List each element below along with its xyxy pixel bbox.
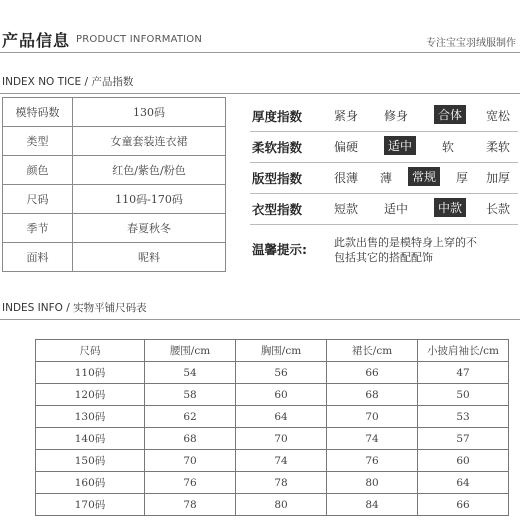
- size-row: [36, 406, 509, 428]
- index-option: 很薄: [334, 171, 359, 185]
- index-option: 柔软: [486, 140, 511, 154]
- size-row: [36, 494, 509, 516]
- size-cell: 64: [418, 472, 509, 494]
- index-option-selected: 中款: [434, 198, 466, 217]
- index-option: 宽松: [486, 109, 511, 123]
- info-row: [3, 185, 226, 214]
- size-cell: 70: [145, 450, 236, 472]
- index-row: [250, 100, 518, 132]
- size-header-row: [36, 340, 509, 362]
- size-cell: 76: [327, 450, 418, 472]
- size-row: [36, 472, 509, 494]
- tip-line-2: 包括其它的搭配配饰: [334, 251, 433, 264]
- index-row: [250, 131, 518, 163]
- info-value: 110码-170码: [73, 185, 226, 214]
- size-header-cell: 裙长/cm: [327, 340, 418, 362]
- size-cell: 47: [418, 362, 509, 384]
- info-row: [3, 98, 226, 127]
- info-value: 女童套装连衣裙: [73, 127, 226, 156]
- page-title: 产品信息: [2, 31, 71, 50]
- page-subtitle: PRODUCT INFORMATION: [76, 34, 203, 45]
- size-cell: 68: [327, 384, 418, 406]
- size-cell: 120码: [36, 384, 145, 406]
- size-row: [36, 428, 509, 450]
- index-option: 软: [442, 140, 455, 154]
- size-section-divider: [0, 319, 520, 320]
- size-cell: 80: [327, 472, 418, 494]
- index-option-selected: 适中: [384, 136, 416, 155]
- index-section-title: INDEX NO TICE / 产品指数: [2, 76, 134, 88]
- tip-line-1: 此款出售的是模特身上穿的不: [334, 236, 477, 249]
- size-header-cell: 胸围/cm: [236, 340, 327, 362]
- size-cell: 160码: [36, 472, 145, 494]
- size-header-cell: 腰围/cm: [145, 340, 236, 362]
- index-label: 柔软指数: [252, 140, 303, 155]
- size-cell: 64: [236, 406, 327, 428]
- index-option: 短款: [334, 202, 359, 216]
- info-key: 颜色: [3, 156, 73, 185]
- info-key: 类型: [3, 127, 73, 156]
- index-option: 修身: [384, 109, 409, 123]
- size-cell: 84: [327, 494, 418, 516]
- info-value: 130码: [73, 98, 226, 127]
- info-row: [3, 156, 226, 185]
- size-cell: 53: [418, 406, 509, 428]
- index-row: [250, 162, 518, 194]
- info-key: 季节: [3, 214, 73, 243]
- index-label: 厚度指数: [252, 109, 303, 124]
- info-key: 模特码数: [3, 98, 73, 127]
- info-value: 呢料: [73, 243, 226, 272]
- info-value: 春夏秋冬: [73, 214, 226, 243]
- size-cell: 70: [236, 428, 327, 450]
- index-option-selected: 合体: [434, 105, 466, 124]
- size-header-cell: 尺码: [36, 340, 145, 362]
- size-cell: 170码: [36, 494, 145, 516]
- size-chart-table: [35, 339, 509, 516]
- size-cell: 58: [145, 384, 236, 406]
- size-cell: 74: [236, 450, 327, 472]
- size-cell: 130码: [36, 406, 145, 428]
- product-info-table: [2, 97, 226, 272]
- size-cell: 54: [145, 362, 236, 384]
- size-row: [36, 450, 509, 472]
- index-option: 薄: [380, 171, 393, 185]
- size-cell: 66: [418, 494, 509, 516]
- size-cell: 150码: [36, 450, 145, 472]
- brand-slogan: 专注宝宝羽绒服制作: [426, 38, 516, 49]
- size-cell: 74: [327, 428, 418, 450]
- index-option: 紧身: [334, 109, 359, 123]
- size-cell: 80: [236, 494, 327, 516]
- index-option: 厚: [456, 171, 469, 185]
- index-section-divider: [0, 93, 520, 94]
- index-label: 衣型指数: [252, 202, 303, 217]
- index-option: 偏硬: [334, 140, 359, 154]
- size-cell: 62: [145, 406, 236, 428]
- size-cell: 60: [236, 384, 327, 406]
- info-row: [3, 243, 226, 272]
- size-cell: 78: [145, 494, 236, 516]
- info-key: 尺码: [3, 185, 73, 214]
- info-key: 面料: [3, 243, 73, 272]
- index-option: 加厚: [486, 171, 511, 185]
- size-cell: 68: [145, 428, 236, 450]
- index-option-selected: 常规: [408, 167, 440, 186]
- header-divider: [0, 52, 520, 53]
- size-cell: 57: [418, 428, 509, 450]
- size-cell: 140码: [36, 428, 145, 450]
- size-header-cell: 小披肩袖长/cm: [418, 340, 509, 362]
- size-cell: 70: [327, 406, 418, 428]
- size-row: [36, 384, 509, 406]
- index-row: [250, 193, 518, 225]
- size-cell: 76: [145, 472, 236, 494]
- size-section-title: INDES INFO / 实物平铺尺码表: [2, 302, 147, 314]
- tip-text: [334, 235, 514, 265]
- size-cell: 56: [236, 362, 327, 384]
- size-row: [36, 362, 509, 384]
- size-cell: 66: [327, 362, 418, 384]
- info-value: 红色/紫色/粉色: [73, 156, 226, 185]
- size-cell: 50: [418, 384, 509, 406]
- tip-label: 温馨提示:: [252, 242, 307, 257]
- size-cell: 78: [236, 472, 327, 494]
- info-row: [3, 214, 226, 243]
- size-cell: 60: [418, 450, 509, 472]
- index-option: 适中: [384, 202, 409, 216]
- size-cell: 110码: [36, 362, 145, 384]
- index-label: 版型指数: [252, 171, 303, 186]
- info-row: [3, 127, 226, 156]
- index-option: 长款: [486, 202, 511, 216]
